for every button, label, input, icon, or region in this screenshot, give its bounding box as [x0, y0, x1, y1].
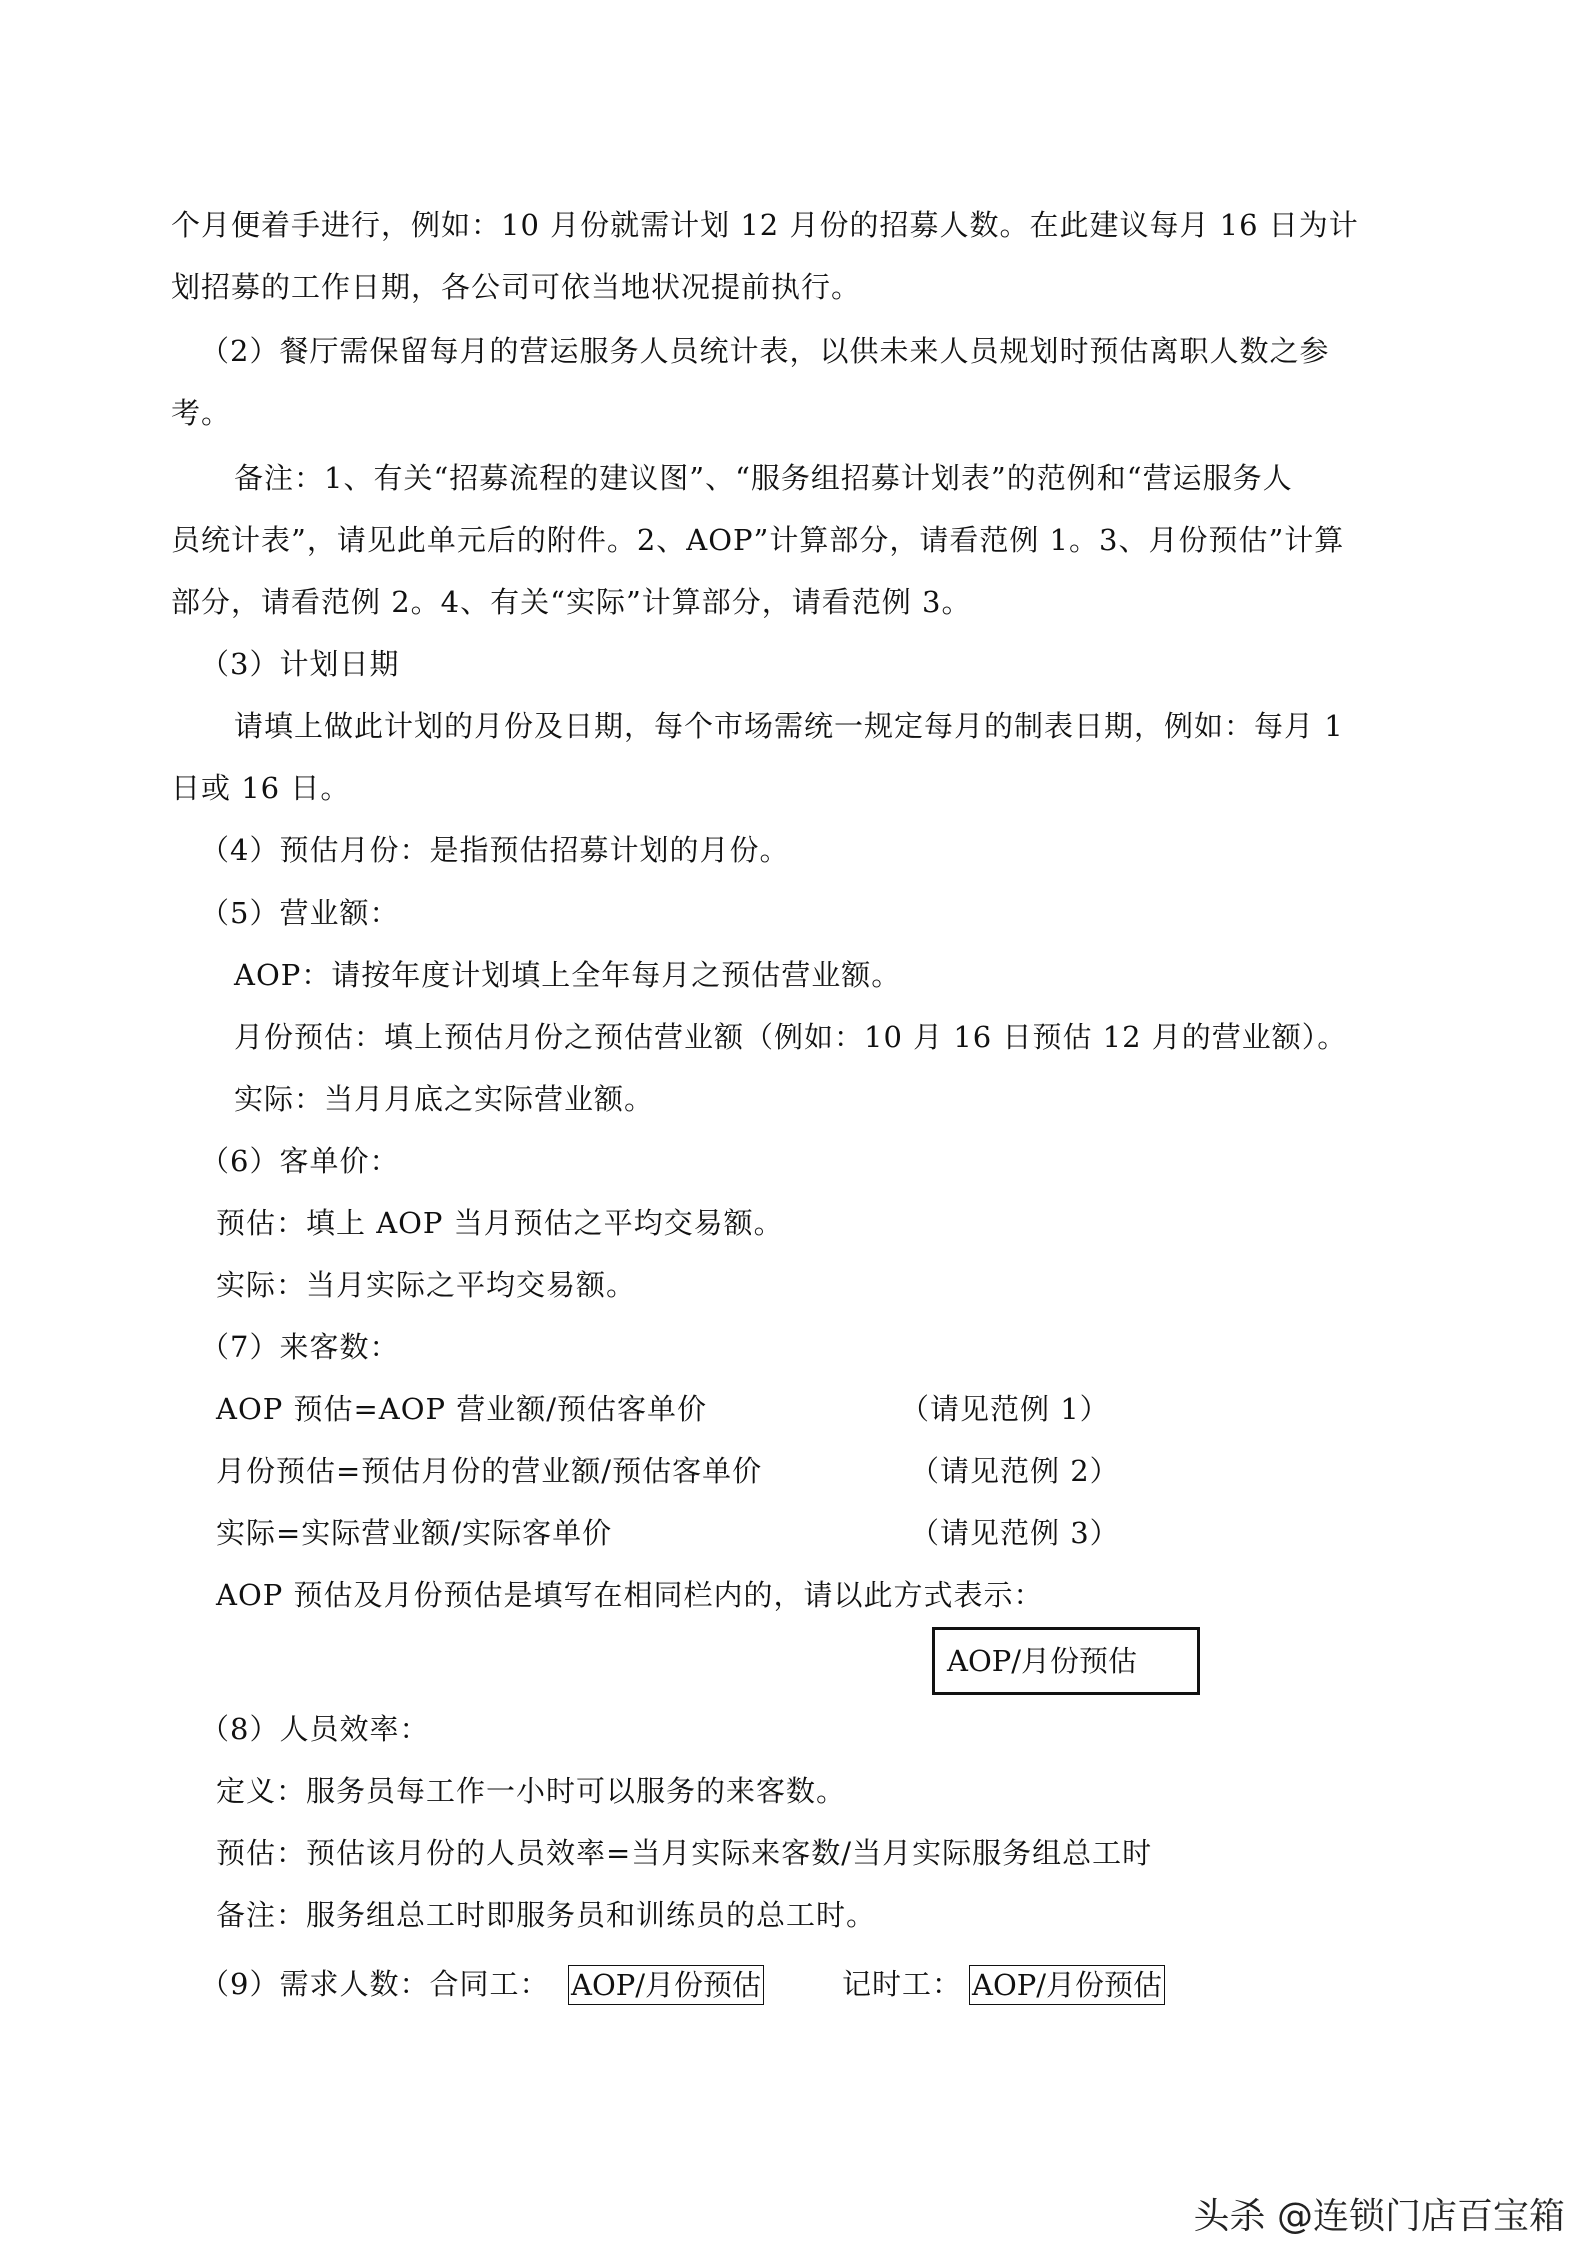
- definition-line: 预估：预估该月份的人员效率=当月实际来客数/当月实际服务组总工时: [216, 1836, 1153, 1870]
- definition-line: AOP：请按年度计划填上全年每月之预估营业额。: [234, 958, 902, 992]
- definition-line: 实际：当月月底之实际营业额。: [234, 1082, 655, 1116]
- definition-line: 定义：服务员每工作一小时可以服务的来客数。: [216, 1774, 847, 1808]
- hourly-worker-box: AOP/月份预估: [969, 1965, 1165, 2005]
- example-reference: （请见范例 1）: [900, 1392, 1110, 1426]
- watermark: 头杀 @连锁门店百宝箱: [1193, 2196, 1565, 2237]
- note-line: 备注：1、有关“招募流程的建议图”、“服务组招募计划表”的范例和“营运服务人: [234, 461, 1293, 495]
- paragraph-line: 考。: [171, 396, 232, 430]
- paragraph-line: （2）餐厅需保留每月的营运服务人员统计表，以供未来人员规划时预估离职人数之参: [200, 334, 1330, 368]
- formula-line: AOP 预估=AOP 营业额/预估客单价: [216, 1392, 707, 1426]
- example-reference: （请见范例 2）: [910, 1454, 1120, 1488]
- format-example-box: AOP/月份预估: [932, 1627, 1200, 1695]
- paragraph-line: 个月便着手进行，例如：10 月份就需计划 12 月份的招募人数。在此建议每月 16 日为计: [171, 208, 1359, 242]
- note-line: 员统计表”，请见此单元后的附件。2、AOP”计算部分，请看范例 1。3、月份预估”计算: [171, 523, 1345, 557]
- formula-line: 月份预估=预估月份的营业额/预估客单价: [216, 1454, 763, 1488]
- note-line: 备注：服务组总工时即服务员和训练员的总工时。: [216, 1898, 877, 1932]
- example-reference: （请见范例 3）: [910, 1516, 1120, 1550]
- paragraph-line: 日或 16 日。: [171, 771, 351, 805]
- definition-line: 实际：当月实际之平均交易额。: [216, 1268, 637, 1302]
- paragraph-line: AOP 预估及月份预估是填写在相同栏内的，请以此方式表示：: [216, 1578, 1044, 1612]
- paragraph-line: 请填上做此计划的月份及日期，每个市场需统一规定每月的制表日期，例如：每月 1: [234, 709, 1344, 743]
- section-heading: （7）来客数：: [200, 1330, 400, 1364]
- formula-line: 实际=实际营业额/实际客单价: [216, 1516, 613, 1550]
- section-heading: （5）营业额：: [200, 896, 400, 930]
- paragraph-line: 划招募的工作日期，各公司可依当地状况提前执行。: [171, 270, 862, 304]
- section-heading: （8）人员效率：: [200, 1712, 430, 1746]
- definition-line: 预估：填上 AOP 当月预估之平均交易额。: [216, 1206, 784, 1240]
- note-line: 部分，请看范例 2。4、有关“实际”计算部分，请看范例 3。: [171, 585, 972, 619]
- definition-line: 月份预估：填上预估月份之预估营业额（例如：10 月 16 日预估 12 月的营业额）。: [234, 1020, 1348, 1054]
- section-heading: （4）预估月份：是指预估招募计划的月份。: [200, 833, 790, 867]
- contract-worker-box: AOP/月份预估: [568, 1965, 764, 2005]
- section-heading: （6）客单价：: [200, 1144, 400, 1178]
- section-heading: （3）计划日期: [200, 647, 400, 681]
- hourly-worker-label: 记时工：: [842, 1967, 963, 2001]
- section-heading: （9）需求人数：合同工：: [200, 1967, 550, 2001]
